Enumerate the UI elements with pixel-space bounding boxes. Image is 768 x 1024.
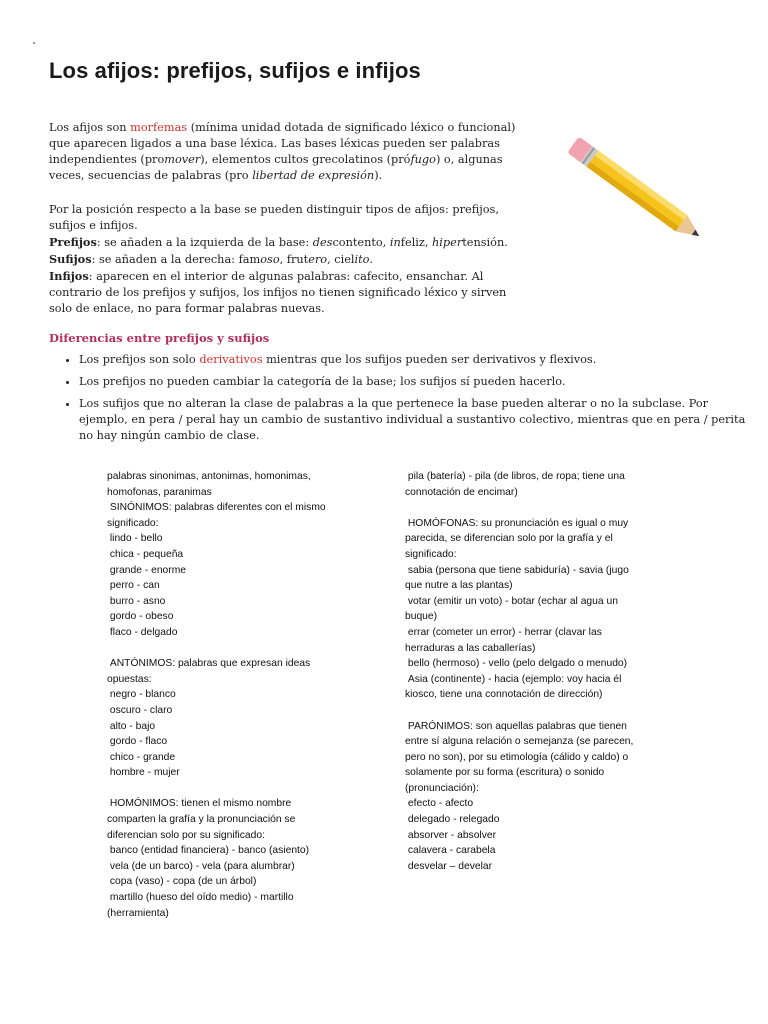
section-heading: Diferencias entre prefijos y sufijos <box>49 331 270 345</box>
def-italic: ito <box>354 253 370 266</box>
intro-italic: mover <box>164 153 201 166</box>
intro-italic: fugo <box>410 153 436 166</box>
spacer <box>107 781 365 797</box>
word-pair-line: sabia (persona que tiene sabiduría) - savia (jugo <box>405 564 629 576</box>
word-pair-line: flaco - delgado <box>107 626 178 638</box>
word-pair-line: copa (vaso) - copa (de un árbol) <box>107 876 257 888</box>
word-pair-line: HOMÓFONAS: su pronunciación es igual o muy <box>405 517 629 529</box>
def-text: feliz, <box>400 236 433 249</box>
list-item <box>79 352 749 368</box>
word-pair-line: opuestas: <box>107 673 152 685</box>
prefijos-definition <box>49 234 519 251</box>
intro-text: Los afijos son <box>49 121 131 134</box>
spacer <box>405 500 663 516</box>
spacer <box>107 641 365 657</box>
page-title: Los afijos: prefijos, sufijos e infijos <box>49 58 421 83</box>
word-pair-line: perro - can <box>107 580 160 592</box>
speck <box>33 42 35 44</box>
sufijos-label: Sufijos <box>49 252 92 266</box>
def-italic: oso <box>260 253 280 266</box>
def-text: contento, <box>332 236 390 249</box>
word-pair-line: efecto - afecto <box>405 798 474 810</box>
word-pair-line: HOMÓNIMOS: tienen el mismo nombre <box>107 798 292 810</box>
word-pair-line: solamente por su forma (escritura) o sonido <box>405 767 605 779</box>
word-pair-line: PARÓNIMOS: son aquellas palabras que tienen <box>405 720 627 732</box>
word-pair-line: que nutre a las plantas) <box>405 580 513 592</box>
word-pair-line: desvelar – develar <box>405 860 493 872</box>
def-italic: hiper <box>432 236 463 249</box>
word-pair-line: buque) <box>405 611 438 623</box>
list-item: • Los prefijos no pueden cambiar la categoría de la base; los sufijos sí pueden hacerlo. <box>79 374 749 390</box>
affix-types-paragraph <box>49 202 519 317</box>
word-pair-line: alto - bajo <box>107 720 156 732</box>
word-pair-line: ANTÓNIMOS: palabras que expresan ideas <box>107 658 311 670</box>
word-pair-line: negro - blanco <box>107 689 176 701</box>
intro-italic: libertad de expresión <box>252 169 375 182</box>
word-pair-line: delegado - relegado <box>405 814 500 826</box>
word-pair-line: gordo - obeso <box>107 611 174 623</box>
morfemas-term: morfemas <box>130 121 188 134</box>
infijos-definition <box>49 268 519 317</box>
word-pair-line: SINÓNIMOS: palabras diferentes con el mismo <box>107 502 326 514</box>
word-pair-line: chico - grande <box>107 751 176 763</box>
def-text: : se añaden a la derecha: fam <box>91 253 261 266</box>
list-item: • Los sufijos que no alteran la clase de palabras a la que pertenece la base pueden alterar o no la subclase. Por ejemplo, en pera / peral hay un cambio de sustantivo individual a sustantivo colectivo, mientras que en pera / perita no hay ningún cambio de clase. <box>79 396 749 444</box>
word-pair-line: connotación de encimar) <box>405 486 518 498</box>
def-italic: des <box>312 236 333 249</box>
word-pair-line: votar (emitir un voto) - botar (echar al agua un <box>405 595 618 607</box>
word-pair-line: hombre - mujer <box>107 767 180 779</box>
word-pair-line: herraduras a las caballerías) <box>405 642 536 654</box>
list-text: Los prefijos son solo <box>79 353 200 366</box>
def-text: tensión. <box>462 236 508 249</box>
def-italic: ero <box>308 253 328 266</box>
word-pair-line: gordo - flaco <box>107 736 168 748</box>
word-pair-line: martillo (hueso del oído medio) - martillo <box>107 892 294 904</box>
pencil-icon <box>565 138 715 253</box>
left-column <box>107 469 365 921</box>
word-pair-line: errar (cometer un error) - herrar (clavar las <box>405 626 602 638</box>
word-pair-line: chica - pequeña <box>107 548 184 560</box>
def-text: , frut <box>279 253 309 266</box>
def-italic: in <box>389 236 401 249</box>
word-pair-line: grande - enorme <box>107 564 187 576</box>
word-pair-line: burro - asno <box>107 595 166 607</box>
sufijos-definition <box>49 251 519 268</box>
word-pair-line: calavera - carabela <box>405 845 496 857</box>
def-text: : se añaden a la izquierda de la base: <box>96 236 313 249</box>
word-pair-line: pero no son), por su etimología (cálido y caldo) o <box>405 751 629 763</box>
word-pair-line: bello (hermoso) - vello (pelo delgado o menudo) <box>405 658 628 670</box>
word-pair-line: comparten la grafía y la pronunciación se <box>107 814 296 826</box>
intro-text: (mínima unidad dotada de significado léxico o funcional) que aparecen ligados a una base léxica. Las bases léxicas pueden ser palabras independientes (pro <box>49 121 516 166</box>
word-pair-line: significado: <box>405 548 457 560</box>
word-pair-line: entre sí alguna relación o semejanza (se parecen, <box>405 736 634 748</box>
intro-text: ) o, algunas veces, secuencias de palabras (pro <box>49 153 503 182</box>
word-pair-line: lindo - bello <box>107 533 163 545</box>
word-pair-line: oscuro - claro <box>107 704 173 716</box>
word-pair-line: palabras sinonimas, antonimas, homonimas, <box>107 471 311 482</box>
def-text: , ciel <box>327 253 355 266</box>
word-pair-line: absorver - absolver <box>405 829 497 841</box>
def-text: . <box>369 253 374 266</box>
word-pair-line: vela (de un barco) - vela (para alumbrar) <box>107 860 295 872</box>
differences-list <box>49 352 749 450</box>
list-text: mientras que los sufijos pueden ser derivativos y flexivos. <box>262 353 597 366</box>
right-column <box>405 469 663 874</box>
word-pair-line: homofonas, paranimas <box>107 486 212 498</box>
spacer <box>405 703 663 719</box>
intro-text: ). <box>374 169 383 182</box>
word-pair-line: (herramienta) <box>107 907 169 919</box>
affix-types-intro: Por la posición respecto a la base se pueden distinguir tipos de afijos: prefijos, sufijos e infijos. <box>49 203 499 232</box>
prefijos-label: Prefijos <box>49 235 97 249</box>
intro-paragraph <box>49 120 539 184</box>
word-pair-line: Asia (continente) - hacia (ejemplo: voy hacia él <box>405 673 622 685</box>
derivativos-term: derivativos <box>199 353 263 366</box>
word-pair-line: significado: <box>107 517 159 529</box>
word-pair-line: kiosco, tiene una connotación de dirección) <box>405 689 603 701</box>
word-pair-line: banco (entidad financiera) - banco (asiento) <box>107 845 310 857</box>
intro-text: ), elementos cultos grecolatinos (pró <box>200 153 411 166</box>
word-pair-line: parecida, se diferencian solo por la grafía y el <box>405 533 613 545</box>
infijos-label: Infijos <box>49 269 89 283</box>
def-text: : aparecen en el interior de algunas palabras: cafecito, ensanchar. Al contrario de los prefijos y sufijos, los infijos no tienen significado léxico y sirven solo de enlace, no para formar palabras nuevas. <box>49 270 507 315</box>
word-pair-line: (pronunciación): <box>405 782 479 794</box>
word-pair-line: pila (batería) - pila (de libros, de ropa; tiene una <box>405 471 625 482</box>
word-pair-line: diferencian solo por su significado: <box>107 829 265 841</box>
